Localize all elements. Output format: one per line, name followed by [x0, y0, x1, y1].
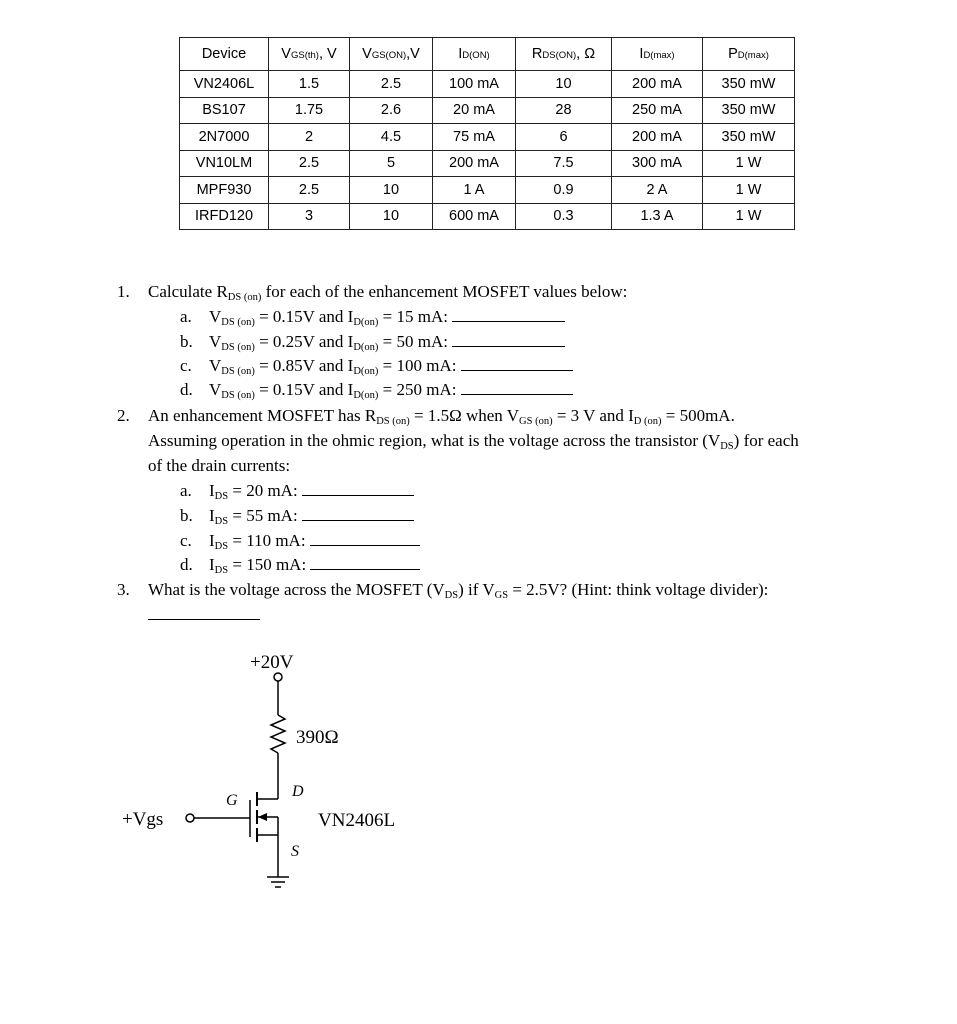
item-text: = 150 mA: [228, 555, 311, 574]
table-cell: 1.5 [269, 71, 350, 98]
device-name-cell: MPF930 [180, 177, 269, 204]
supply-terminal [274, 673, 282, 681]
device-label: VN2406L [318, 810, 396, 831]
question-1: 1. Calculate RDS (on) for each of the enhancement MOSFET values below: [117, 282, 628, 303]
item-text: = 100 mA: [378, 356, 461, 375]
table-cell: 0.3 [516, 203, 612, 230]
table-cell: 0.9 [516, 177, 612, 204]
table-cell: 3 [269, 203, 350, 230]
table-cell: 1 W [703, 203, 795, 230]
table-cell: 4.5 [350, 124, 433, 151]
item-text: I [209, 555, 215, 574]
item-text: = 250 mA: [378, 380, 461, 399]
question-2-item [180, 506, 414, 529]
item-label: b. [180, 506, 193, 525]
table-cell: 75 mA [433, 124, 516, 151]
table-row [180, 203, 795, 230]
table-cell: 1.75 [269, 97, 350, 124]
item-subscript: D(on) [353, 342, 379, 353]
device-name-cell: VN10LM [180, 150, 269, 177]
gate-label: G [226, 792, 238, 809]
answer-blank[interactable] [310, 531, 420, 546]
table-cell: 350 mW [703, 97, 795, 124]
table-row [180, 97, 795, 124]
question-2-item [180, 555, 420, 578]
table-cell: 2.5 [350, 71, 433, 98]
mosfet-spec-table [179, 37, 795, 230]
header-pd-max: PD(max) [703, 38, 795, 71]
header-vgs-on: VGS(ON),V [350, 38, 433, 71]
item-subscript: D(on) [353, 366, 379, 377]
item-subscript: DS (on) [221, 366, 255, 377]
item-text: V [209, 332, 222, 351]
table-cell: 1 A [433, 177, 516, 204]
item-label: a. [180, 307, 192, 326]
answer-blank[interactable] [452, 307, 565, 322]
item-text: = 110 mA: [228, 531, 310, 550]
table-cell: 1 W [703, 150, 795, 177]
item-label: c. [180, 531, 192, 550]
header-id-on: ID(ON) [433, 38, 516, 71]
table-cell: 10 [350, 203, 433, 230]
item-text: = 15 mA: [378, 307, 453, 326]
table-row [180, 177, 795, 204]
table-cell: 7.5 [516, 150, 612, 177]
table-row [180, 71, 795, 98]
table-cell: 28 [516, 97, 612, 124]
item-subscript: DS (on) [221, 342, 255, 353]
question-1-item [180, 307, 565, 330]
table-cell: 300 mA [612, 150, 703, 177]
item-text: I [209, 531, 215, 550]
question-1-item [180, 332, 565, 355]
answer-blank[interactable] [461, 356, 573, 371]
table-cell: 2.5 [269, 150, 350, 177]
table-header-row [180, 38, 795, 71]
question-2-line-2: Assuming operation in the ohmic region, what is the voltage across the transistor (VDS) for each [148, 431, 799, 452]
header-rds-on: RDS(ON), Ω [516, 38, 612, 71]
resistor-symbol [271, 715, 285, 753]
answer-blank[interactable] [302, 481, 414, 496]
item-subscript: DS [214, 491, 229, 502]
item-text: V [209, 380, 222, 399]
device-name-cell: BS107 [180, 97, 269, 124]
item-text: = 50 mA: [378, 332, 453, 351]
question-1-item [180, 380, 573, 403]
table-cell: 350 mW [703, 124, 795, 151]
table-cell: 250 mA [612, 97, 703, 124]
header-id-max: ID(max) [612, 38, 703, 71]
answer-blank[interactable] [452, 332, 565, 347]
item-text: = 20 mA: [228, 481, 302, 500]
table-cell: 200 mA [612, 71, 703, 98]
item-label: a. [180, 481, 192, 500]
answer-blank[interactable] [461, 380, 573, 395]
header-vgs-th: VGS(th), V [269, 38, 350, 71]
table-cell: 350 mW [703, 71, 795, 98]
item-subscript: D(on) [353, 317, 379, 328]
item-subscript: DS [214, 516, 229, 527]
resistor-value-label: 390Ω [296, 727, 339, 748]
table-cell: 100 mA [433, 71, 516, 98]
mosfet-circuit-diagram [110, 640, 430, 900]
table-cell: 2 A [612, 177, 703, 204]
question-2: 2. An enhancement MOSFET has RDS (on) = 1.5Ω when VGS (on) = 3 V and ID (on) = 500mA. [117, 406, 735, 427]
table-cell: 200 mA [612, 124, 703, 151]
table-cell: 200 mA [433, 150, 516, 177]
table-row [180, 150, 795, 177]
item-subscript: DS (on) [221, 390, 255, 401]
item-label: d. [180, 555, 193, 574]
table-cell: 2.6 [350, 97, 433, 124]
source-label: S [291, 843, 299, 860]
table-cell: 10 [350, 177, 433, 204]
table-cell: 1 W [703, 177, 795, 204]
item-text: V [209, 307, 222, 326]
table-cell: 600 mA [433, 203, 516, 230]
item-text: = 0.15V and I [254, 380, 354, 399]
question-2-line-3: of the drain currents: [148, 456, 291, 475]
item-text: I [209, 481, 215, 500]
device-name-cell: 2N7000 [180, 124, 269, 151]
table-cell: 2.5 [269, 177, 350, 204]
table-cell: 1.3 A [612, 203, 703, 230]
item-subscript: D(on) [353, 390, 379, 401]
item-label: b. [180, 332, 193, 351]
item-label: d. [180, 380, 193, 399]
answer-blank[interactable] [302, 506, 414, 521]
question-3: 3. What is the voltage across the MOSFET (VDS) if VGS = 2.5V? (Hint: think voltage divider): [117, 580, 769, 601]
table-cell: 5 [350, 150, 433, 177]
input-terminal [186, 814, 194, 822]
table-cell: 10 [516, 71, 612, 98]
item-text: = 0.25V and I [254, 332, 354, 351]
item-text: = 0.85V and I [254, 356, 354, 375]
item-text: = 0.15V and I [254, 307, 354, 326]
drain-label: D [292, 783, 304, 800]
table-row [180, 124, 795, 151]
item-subscript: DS (on) [221, 317, 255, 328]
input-label: +Vgs [122, 809, 164, 830]
body-arrow-icon [258, 813, 267, 821]
item-text: V [209, 356, 222, 375]
answer-blank[interactable] [310, 555, 420, 570]
item-subscript: DS [214, 565, 229, 576]
question-2-item [180, 531, 420, 554]
table-cell: 2 [269, 124, 350, 151]
table-cell: 6 [516, 124, 612, 151]
item-label: c. [180, 356, 192, 375]
item-subscript: DS [214, 541, 229, 552]
question-1-item [180, 356, 573, 379]
device-name-cell: VN2406L [180, 71, 269, 98]
item-text: = 55 mA: [228, 506, 302, 525]
header-device: Device [180, 38, 269, 71]
device-name-cell: IRFD120 [180, 203, 269, 230]
supply-voltage-label: +20V [250, 652, 294, 673]
table-cell: 20 mA [433, 97, 516, 124]
question-2-item [180, 481, 414, 504]
question-3-answer-blank[interactable] [148, 619, 260, 620]
item-text: I [209, 506, 215, 525]
